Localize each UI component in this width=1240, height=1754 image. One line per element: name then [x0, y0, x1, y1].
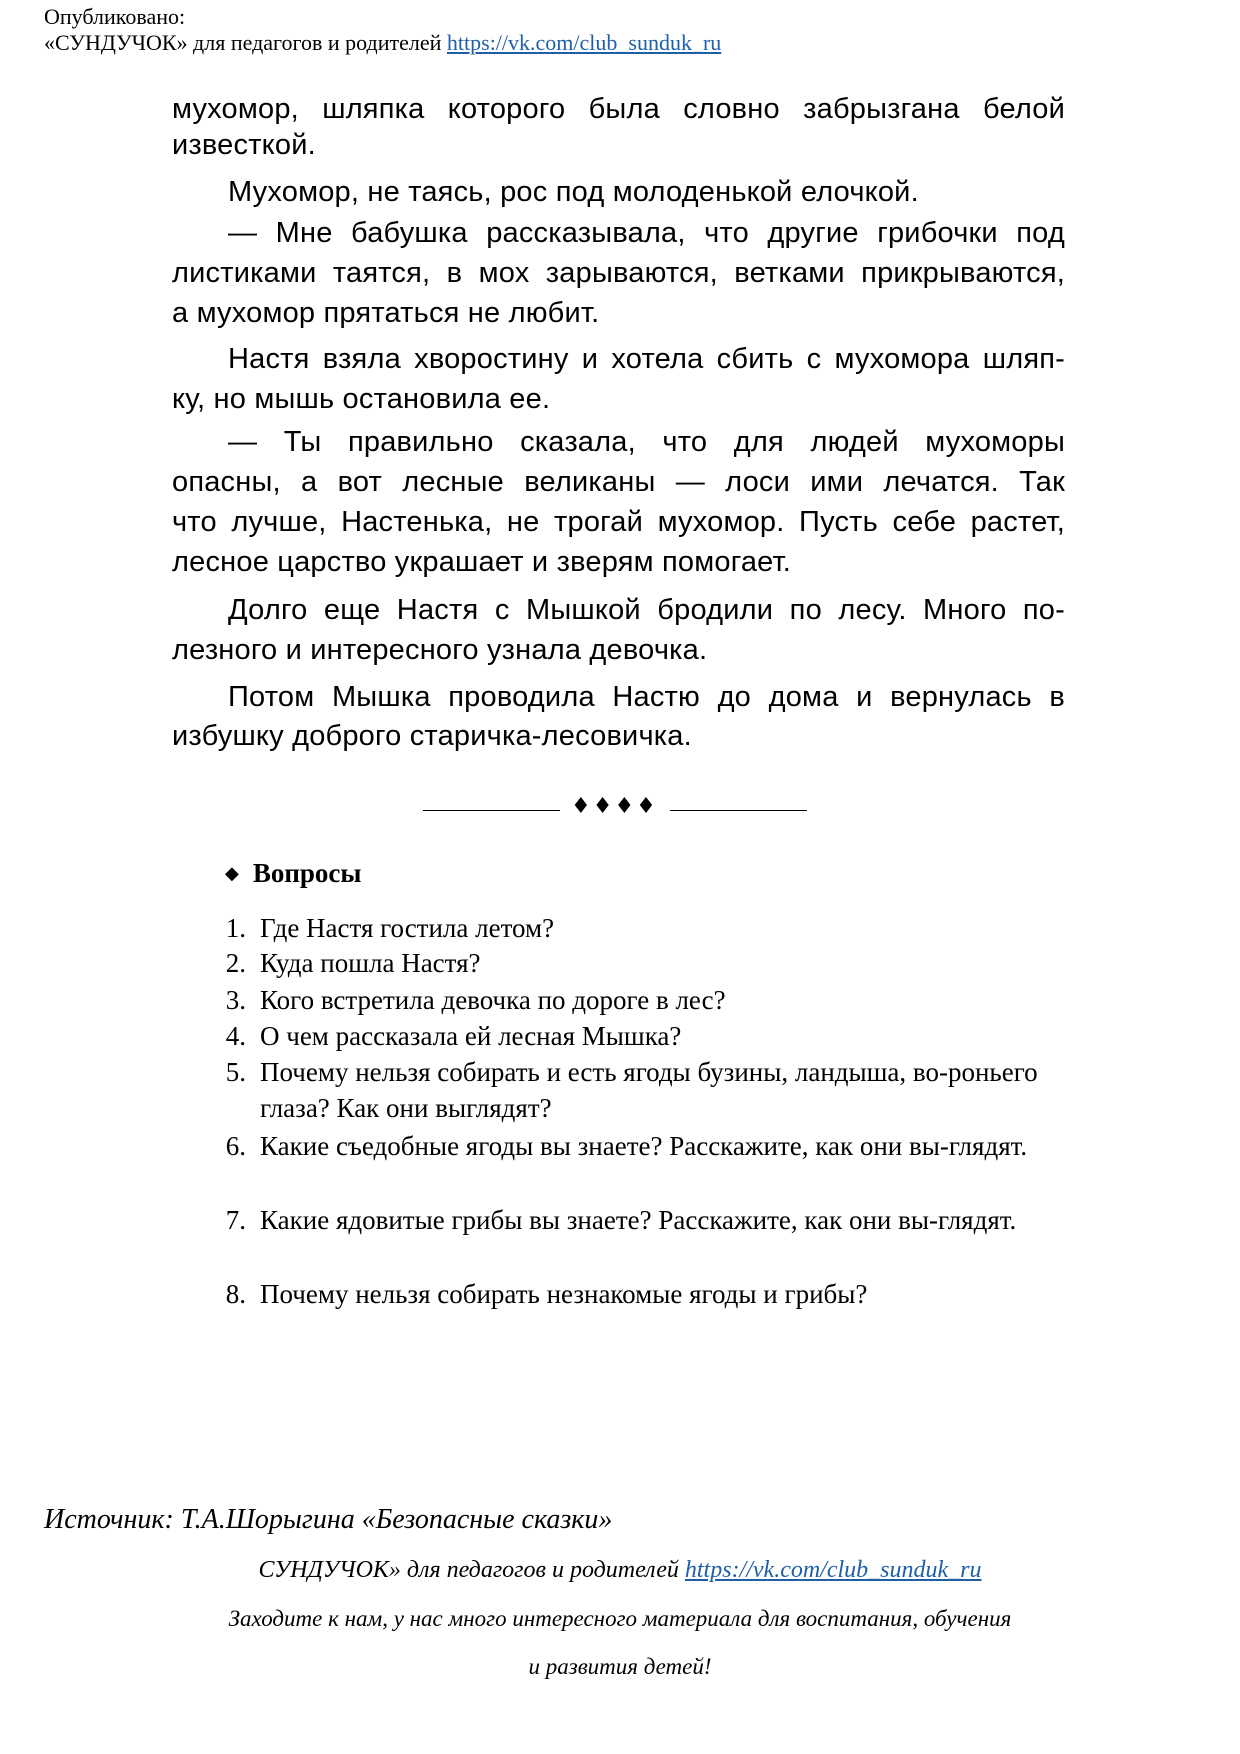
question-text: Какие съедобные ягоды вы знаете? Расскажите, как они вы-глядят.	[260, 1131, 1028, 1161]
story-line: — Мне бабушка рассказывала, что другие грибочки под	[228, 217, 1065, 249]
question-text: О чем рассказала ей лесная Мышка?	[260, 1021, 682, 1051]
question-number: 7.	[225, 1205, 246, 1235]
story-line: ку, но мышь остановила ее.	[172, 383, 551, 415]
story-line: лезного и интересного узнала девочка.	[172, 634, 708, 666]
story-line: а мухомор прятаться не любит.	[172, 297, 600, 329]
header-group-name: «СУНДУЧОК» для педагогов и родителей	[44, 30, 442, 55]
story-line: что лучше, Настенька, не трогай мухомор. Пусть себе растет,	[172, 506, 1065, 538]
question-item	[218, 1202, 1060, 1238]
question-number: 4.	[225, 1021, 246, 1051]
story-line: Долго еще Настя с Мышкой бродили по лесу. Много по-	[228, 594, 1065, 626]
question-item	[218, 1276, 1060, 1312]
questions-heading	[225, 858, 362, 889]
question-item	[218, 982, 1060, 1018]
question-item	[218, 1128, 1060, 1164]
footer-invite-1: Заходите к нам, у нас много интересного материала для воспитания, обучения	[228, 1606, 1012, 1631]
footer-invite-2: и развития детей!	[528, 1654, 712, 1679]
header-group-line	[44, 30, 721, 56]
story-line: Настя взяла хворостину и хотела сбить с мухомора шляп-	[228, 343, 1065, 375]
question-number: 6.	[225, 1131, 246, 1161]
questions-title: Вопросы	[252, 858, 362, 888]
question-number: 1.	[225, 913, 246, 943]
header-vk-link[interactable]: https://vk.com/club_sunduk_ru	[446, 30, 722, 55]
story-line: Мухомор, не таясь, рос под молоденькой елочкой.	[228, 176, 919, 208]
question-number: 3.	[225, 985, 246, 1015]
question-text: Почему нельзя собирать и есть ягоды бузины, ландыша, во-роньего глаза? Как они выглядят?	[260, 1057, 1038, 1123]
question-text: Кого встретила девочка по дороге в лес?	[260, 985, 726, 1015]
story-line: лесное царство украшает и зверям помогает.	[172, 546, 792, 578]
source-citation: Источник: Т.А.Шорыгина «Безопасные сказки»	[44, 1504, 613, 1535]
story-line: листиками таятся, в мох зарываются, ветками прикрываются,	[172, 257, 1065, 289]
story-line: избушку доброго старичка-лесовичка.	[172, 720, 692, 752]
question-item	[218, 1018, 1060, 1054]
published-label: Опубликовано:	[44, 4, 186, 29]
question-item	[218, 910, 1060, 946]
question-text: Почему нельзя собирать незнакомые ягоды и грибы?	[260, 1279, 868, 1309]
section-divider	[423, 794, 807, 820]
story-line: мухомор, шляпка которого была словно забрызгана белой	[172, 93, 1065, 125]
question-number: 5.	[225, 1057, 246, 1087]
story-line: известкой.	[172, 129, 316, 161]
question-number: 2.	[225, 948, 246, 978]
story-line: Потом Мышка проводила Настю до дома и вернулась в	[228, 681, 1065, 713]
question-text: Куда пошла Настя?	[260, 948, 481, 978]
question-number: 8.	[225, 1279, 246, 1309]
story-line: — Ты правильно сказала, что для людей мухоморы	[228, 426, 1065, 458]
question-text: Где Настя гостила летом?	[260, 913, 555, 943]
diamond-bullet-icon: ◆	[225, 863, 239, 884]
footer-group-line	[0, 1557, 1240, 1584]
story-line: опасны, а вот лесные великаны — лоси ими лечатся. Так	[172, 466, 1065, 498]
question-item	[218, 945, 1060, 981]
question-item	[218, 1054, 1060, 1126]
footer-vk-link[interactable]: https://vk.com/club_sunduk_ru	[684, 1557, 982, 1583]
question-text: Какие ядовитые грибы вы знаете? Расскажите, как они вы-глядят.	[260, 1205, 1017, 1235]
footer-group-name: СУНДУЧОК» для педагогов и родителей	[258, 1557, 679, 1583]
diamond-ornament: ♦♦♦♦	[571, 794, 658, 819]
